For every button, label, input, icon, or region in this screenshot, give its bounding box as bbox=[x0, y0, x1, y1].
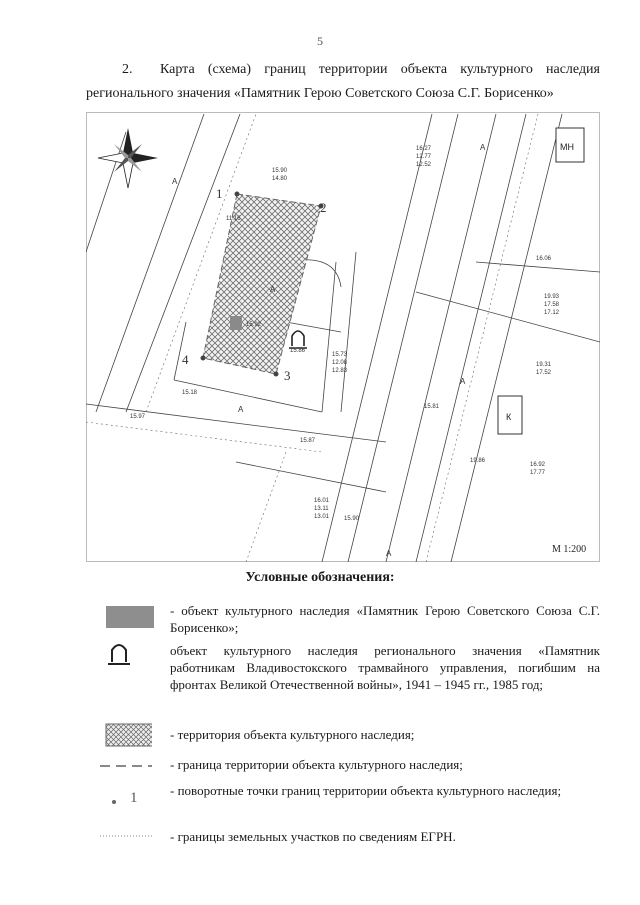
elevation-label: 16.92 bbox=[530, 462, 546, 468]
legend-turning-point-label: 1 bbox=[130, 790, 138, 806]
elevation-label: 12.08 bbox=[332, 360, 348, 366]
elevation-label: 14.80 bbox=[272, 176, 288, 182]
elevation-label: 12.52 bbox=[416, 162, 432, 168]
elevation-label: 12.77 bbox=[416, 154, 432, 160]
legend-territory-swatch bbox=[96, 722, 152, 750]
legend-text-parcels: - границы земельных участков по сведениям ЕГРН. bbox=[170, 829, 456, 844]
elevation-label: 15.86 bbox=[290, 348, 306, 354]
zone-letter: А bbox=[172, 177, 178, 186]
map-scale: М 1:200 bbox=[552, 544, 587, 555]
legend-text-monument: объект культурного наследия регионального значения «Памятник работникам Владивостокского трамвайного управления, погибшим на фронтах Великой Отечественной войны», 1941 – 1945 гг., 1985 год; bbox=[170, 643, 600, 692]
point-label-4: 4 bbox=[182, 352, 189, 367]
legend-title: Условные обозначения: bbox=[245, 570, 395, 585]
legend-parcel-line bbox=[96, 826, 152, 854]
legend-text-turning-points: - поворотные точки границ территории объекта культурного наследия; bbox=[170, 783, 562, 798]
elevation-label: 16.01 bbox=[314, 498, 330, 504]
elevation-label: 17.77 bbox=[530, 470, 546, 476]
legend-boundary-line bbox=[96, 752, 152, 780]
legend-turning-point-symbol bbox=[96, 782, 152, 810]
elevation-label: 15.97 bbox=[130, 414, 146, 420]
elevation-label: 15.18 bbox=[182, 390, 198, 396]
elevation-label: 15.90 bbox=[344, 516, 360, 522]
zone-letter: А bbox=[270, 285, 276, 294]
document-heading bbox=[86, 58, 600, 106]
elevation-label: 17.12 bbox=[544, 310, 560, 316]
legend-text-heritage-object: - объект культурного наследия «Памятник Герою Советского Союза С.Г. Борисенко»; bbox=[170, 603, 600, 635]
boundary-map bbox=[86, 112, 600, 562]
elevation-label: 15.81 bbox=[424, 404, 440, 410]
zone-letter: А bbox=[480, 143, 486, 152]
point-label-3: 3 bbox=[284, 368, 291, 383]
point-label-1: 1 bbox=[216, 186, 223, 201]
zone-letter: А bbox=[238, 405, 244, 414]
zone-letter: А bbox=[460, 377, 466, 386]
elevation-label: 19.86 bbox=[470, 458, 486, 464]
elevation-label: 17.58 bbox=[544, 302, 560, 308]
building-mn-label: МН bbox=[560, 142, 574, 152]
legend-monument-icon bbox=[96, 640, 152, 668]
elevation-label: 19.93 bbox=[544, 294, 560, 300]
elevation-label: 12.83 bbox=[332, 368, 348, 374]
elevation-label: 13.11 bbox=[314, 506, 329, 512]
heading-number: 2. bbox=[122, 62, 133, 77]
heritage-object bbox=[230, 316, 242, 330]
zone-letter: А bbox=[386, 549, 392, 558]
elevation-label: 17.52 bbox=[536, 370, 552, 376]
legend-heritage-object-swatch bbox=[96, 600, 152, 628]
legend-text-territory: - территория объекта культурного наследия; bbox=[170, 727, 415, 742]
elevation-label: 16.27 bbox=[416, 146, 432, 152]
point-label-2: 2 bbox=[320, 200, 327, 215]
elevation-label: 16.06 bbox=[536, 256, 552, 262]
heading-text: Карта (схема) границ территории объекта культурного наследия регионального значения «Памятник Герою Советского Союза С.Г. Борисенко» bbox=[86, 62, 600, 101]
elevation-label: 11.16 bbox=[226, 216, 241, 222]
elevation-label: 15.92 bbox=[246, 322, 262, 328]
elevation-label: 13.01 bbox=[314, 514, 330, 520]
elevation-label: 19.31 bbox=[536, 362, 552, 368]
page-number: 5 bbox=[317, 34, 323, 48]
legend-text-boundary: - граница территории объекта культурного наследия; bbox=[170, 757, 463, 772]
elevation-label: 15.90 bbox=[272, 168, 288, 174]
elevation-label: 15.73 bbox=[332, 352, 348, 358]
elevation-label: 15.87 bbox=[300, 438, 316, 444]
building-k-label: К bbox=[506, 412, 512, 422]
